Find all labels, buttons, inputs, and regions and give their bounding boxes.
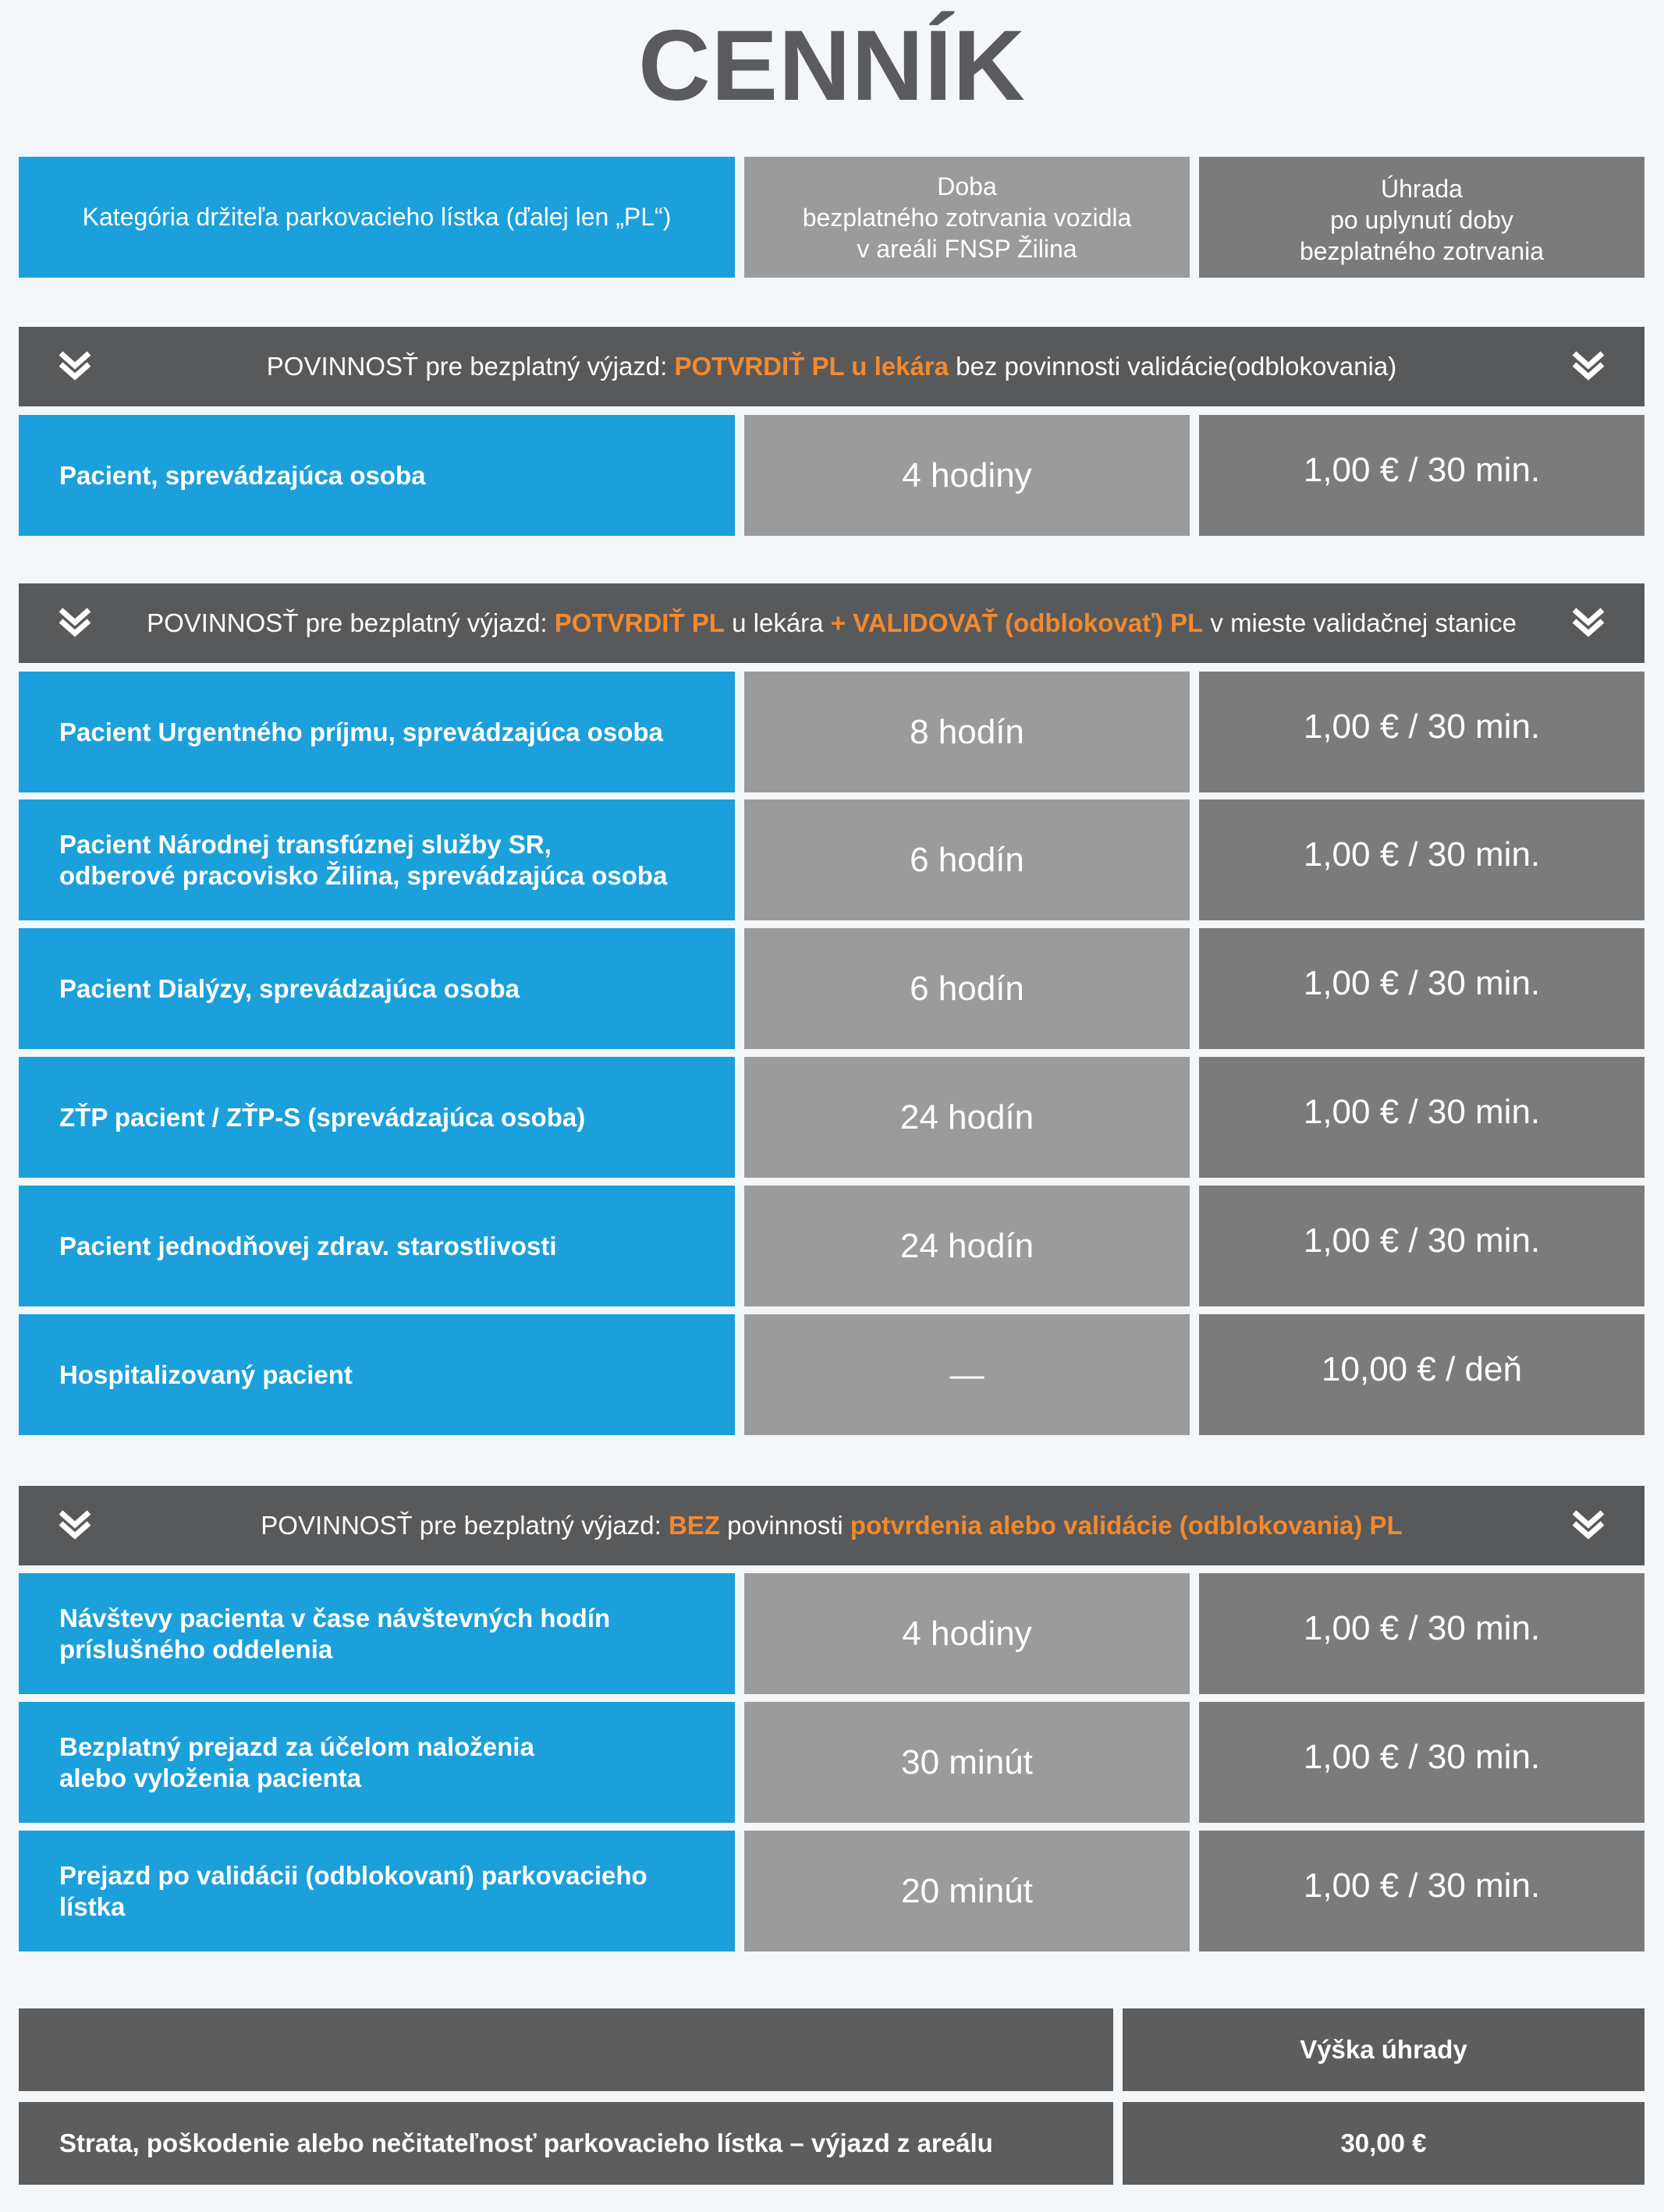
- row-payment: [1199, 1573, 1644, 1694]
- page-title: CENNÍK: [638, 10, 1026, 122]
- row-category: [19, 415, 735, 536]
- row-category-line: Pacient jednodňovej zdrav. starostlivosti: [59, 1231, 557, 1260]
- row-payment-value: 1,00 € / 30 min.: [1303, 1092, 1541, 1131]
- row-category-line: Prejazd po validácii (odblokovaní) parkovacieho: [59, 1860, 648, 1890]
- row-category-line: Pacient Dialýzy, sprevádzajúca osoba: [59, 973, 520, 1003]
- header-free-time-line: v areáli FNSP Žilina: [857, 234, 1077, 263]
- row-free-time: [744, 672, 1190, 792]
- row-category-line: Pacient Urgentného príjmu, sprevádzajúca osoba: [59, 717, 663, 746]
- row-payment-value: 10,00 € / deň: [1322, 1349, 1522, 1388]
- row-free-time: [744, 415, 1190, 536]
- row-payment: [1199, 1314, 1644, 1435]
- row-category-line: alebo vyloženia pacienta: [59, 1763, 361, 1792]
- band-text-part: u lekára: [724, 608, 831, 637]
- row-payment: [1199, 799, 1644, 920]
- header-free-time: [744, 157, 1190, 278]
- header-category-label: Kategória držiteľa parkovacieho lístka (ďalej len „PL“): [82, 203, 672, 231]
- row-payment: [1199, 415, 1644, 536]
- row-free-time: [744, 1314, 1190, 1435]
- footer-loss-row: [19, 2102, 1113, 2185]
- band-highlight: potvrdenia alebo validácie (odblokovania) PL: [850, 1511, 1403, 1540]
- row-free-time: [744, 799, 1190, 920]
- header-free-time-line: Doba: [937, 172, 997, 200]
- row-category: [19, 1186, 735, 1306]
- header-payment-line: bezplatného zotrvania: [1299, 236, 1545, 265]
- section-band: [19, 1486, 1644, 1565]
- row-payment-value: 1,00 € / 30 min.: [1303, 835, 1541, 874]
- band-text-part: v mieste validačnej stanice: [1203, 608, 1517, 637]
- row-free-time: [744, 1831, 1190, 1951]
- header-category: [19, 157, 735, 278]
- band-highlight: POTVRDIŤ PL: [554, 608, 725, 637]
- row-free-time-value: 24 hodín: [899, 1097, 1034, 1136]
- row-payment: [1199, 672, 1644, 792]
- chevron-down-icon: [58, 607, 92, 638]
- row-free-time: [744, 1573, 1190, 1694]
- row-free-time: [744, 1702, 1190, 1823]
- row-payment-value: 1,00 € / 30 min.: [1303, 1866, 1541, 1905]
- row-category-line: Pacient, sprevádzajúca osoba: [59, 460, 426, 490]
- row-free-time-value: 4 hodiny: [902, 1614, 1032, 1653]
- row-category: [19, 1314, 735, 1435]
- row-category-line: lístka: [59, 1891, 126, 1921]
- row-payment-value: 1,00 € / 30 min.: [1303, 1608, 1541, 1647]
- row-payment: [1199, 928, 1644, 1049]
- chevron-down-icon: [58, 1509, 92, 1540]
- row-free-time: [744, 1186, 1190, 1306]
- row-payment-value: 1,00 € / 30 min.: [1303, 707, 1541, 746]
- footer-loss-price: 30,00 €: [1340, 2129, 1427, 2157]
- chevron-down-icon: [1571, 350, 1605, 381]
- section-band: [19, 583, 1644, 663]
- row-category-line: Hospitalizovaný pacient: [59, 1359, 353, 1389]
- band-highlight: + VALIDOVAŤ (odblokovať) PL: [830, 608, 1204, 637]
- header-free-time-line: bezplatného zotrvania vozidla: [802, 203, 1132, 232]
- row-category: [19, 1702, 735, 1823]
- row-category: [19, 1831, 735, 1951]
- row-category-line: odberové pracovisko Žilina, sprevádzajúca osoba: [59, 860, 668, 890]
- row-free-time-value: 6 hodín: [910, 840, 1024, 879]
- header-payment-line: po uplynutí doby: [1330, 205, 1513, 234]
- row-category-line: Návštevy pacienta v čase návštevných hodín: [59, 1603, 611, 1632]
- row-payment: [1199, 1057, 1644, 1178]
- row-category: [19, 799, 735, 920]
- chevron-down-icon: [1571, 607, 1605, 638]
- row-category-line: ZŤP pacient / ZŤP-S (sprevádzajúca osoba): [59, 1102, 586, 1132]
- row-free-time: [744, 1057, 1190, 1178]
- row-free-time: [744, 928, 1190, 1049]
- row-payment: [1199, 1831, 1644, 1951]
- row-free-time-value: 30 minút: [901, 1742, 1033, 1781]
- section-band-text: [267, 352, 1396, 381]
- row-category: [19, 928, 735, 1049]
- row-free-time-value: 8 hodín: [910, 712, 1024, 751]
- footer-header-amount: [1123, 2008, 1644, 2091]
- row-payment-value: 1,00 € / 30 min.: [1303, 963, 1541, 1002]
- row-free-time-value: 6 hodín: [910, 969, 1024, 1008]
- row-payment-value: 1,00 € / 30 min.: [1303, 1221, 1541, 1260]
- section-band: [19, 327, 1644, 406]
- band-highlight: POTVRDIŤ PL u lekára: [674, 352, 949, 381]
- section-band-text: [147, 608, 1517, 638]
- chevron-down-icon: [1571, 1509, 1605, 1540]
- row-free-time-value: 24 hodín: [899, 1226, 1034, 1265]
- row-category: [19, 672, 735, 792]
- row-payment: [1199, 1702, 1644, 1823]
- section-band-text: [261, 1511, 1402, 1540]
- row-category-line: Pacient Národnej transfúznej služby SR,: [59, 829, 552, 859]
- band-text-part: bez povinnosti validácie(odblokovania): [949, 352, 1397, 381]
- footer-loss-label: Strata, poškodenie alebo nečitateľnosť parkovacieho lístka – výjazd z areálu: [59, 2129, 993, 2157]
- row-category: [19, 1573, 735, 1694]
- footer-loss-amount: [1123, 2102, 1644, 2185]
- row-free-time-value: —: [949, 1355, 985, 1394]
- row-category-line: príslušného oddelenia: [59, 1634, 333, 1664]
- row-category-line: Bezplatný prejazd za účelom naloženia: [59, 1732, 534, 1761]
- band-text-part: POVINNOSŤ pre bezplatný výjazd:: [261, 1511, 669, 1540]
- row-free-time-value: 20 minút: [901, 1871, 1033, 1910]
- footer-header-label: Výška úhrady: [1300, 2035, 1467, 2064]
- row-free-time-value: 4 hodiny: [902, 456, 1032, 495]
- header-payment-line: Úhrada: [1381, 174, 1463, 203]
- row-category: [19, 1057, 735, 1178]
- footer-header-blank: [19, 2008, 1113, 2091]
- row-payment-value: 1,00 € / 30 min.: [1303, 1737, 1541, 1776]
- band-text-part: povinnosti: [719, 1511, 850, 1540]
- band-text-part: POVINNOSŤ pre bezplatný výjazd:: [147, 608, 555, 637]
- chevron-down-icon: [58, 350, 92, 381]
- row-payment-value: 1,00 € / 30 min.: [1303, 450, 1541, 489]
- row-payment: [1199, 1186, 1644, 1306]
- band-highlight: BEZ: [668, 1511, 720, 1540]
- band-text-part: POVINNOSŤ pre bezplatný výjazd:: [266, 352, 675, 381]
- header-payment: [1199, 157, 1644, 278]
